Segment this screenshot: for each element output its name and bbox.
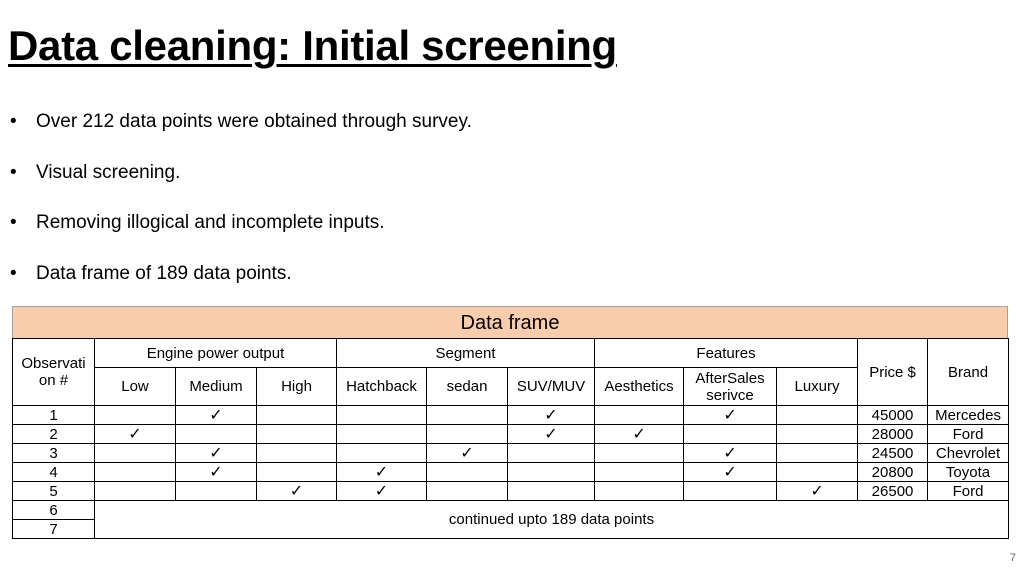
bullet-text: Visual screening.: [36, 161, 181, 183]
cell-suvmuv: [508, 406, 595, 425]
continued-note: continued upto 189 data points: [95, 501, 1009, 539]
header-row-groups: [13, 339, 1009, 368]
bullet-dot: •: [10, 161, 17, 183]
header-brand: Brand: [928, 339, 1009, 406]
check-icon: ✓: [810, 481, 824, 500]
bullet-item: [10, 161, 472, 212]
data-frame-title: Data frame: [12, 306, 1008, 338]
cell-medium: [176, 425, 257, 444]
check-icon: ✓: [374, 481, 389, 500]
bullet-item: [10, 110, 472, 161]
cell-aesthetics: [595, 425, 684, 444]
cell-price: 26500: [858, 482, 928, 501]
bullet-list: [10, 110, 472, 312]
cell-price: 24500: [858, 444, 928, 463]
cell-low: [95, 444, 176, 463]
cell-aesthetics: [595, 482, 684, 501]
cell-luxury: [777, 463, 858, 482]
check-icon: ✓: [209, 405, 223, 424]
subheader-sedan: sedan: [427, 368, 508, 406]
cell-price: 20800: [858, 463, 928, 482]
cell-low: [95, 463, 176, 482]
check-icon: ✓: [374, 462, 389, 481]
slide-title: Data cleaning: Initial screening: [8, 22, 617, 69]
cell-low: [95, 406, 176, 425]
subheader-hatchback: Hatchback: [337, 368, 427, 406]
subheader-low: Low: [95, 368, 176, 406]
cell-hatchback: [337, 406, 427, 425]
subheader-luxury: Luxury: [777, 368, 858, 406]
check-icon: ✓: [460, 443, 474, 462]
cell-sedan: [427, 444, 508, 463]
header-features: Features: [595, 339, 858, 368]
cell-suvmuv: [508, 444, 595, 463]
cell-sedan: [427, 425, 508, 444]
bullet-item: [10, 262, 472, 313]
bullet-dot: •: [10, 212, 17, 233]
cell-aftersales: [684, 444, 777, 463]
cell-observation: 6: [13, 501, 95, 520]
cell-brand: Chevrolet: [928, 444, 1009, 463]
check-icon: ✓: [723, 462, 737, 481]
cell-observation: 7: [13, 520, 95, 539]
cell-luxury: [777, 482, 858, 501]
cell-sedan: [427, 463, 508, 482]
data-frame-body: [13, 406, 1009, 539]
cell-aftersales: [684, 406, 777, 425]
check-icon: ✓: [209, 443, 223, 462]
cell-hatchback: [337, 444, 427, 463]
table-row: [13, 501, 1009, 520]
check-icon: ✓: [128, 424, 142, 443]
cell-high: [257, 406, 337, 425]
cell-suvmuv: [508, 463, 595, 482]
cell-suvmuv: [508, 482, 595, 501]
cell-price: 45000: [858, 406, 928, 425]
cell-high: [257, 444, 337, 463]
check-icon: ✓: [723, 405, 737, 424]
table-row: [13, 482, 1009, 501]
header-price: Price $: [858, 339, 928, 406]
cell-hatchback: [337, 482, 427, 501]
cell-low: [95, 482, 176, 501]
cell-observation: 3: [13, 444, 95, 463]
bullet-text: Data frame of 189 data points.: [36, 262, 292, 284]
cell-medium: [176, 444, 257, 463]
table-row: [13, 463, 1009, 482]
cell-aftersales: [684, 425, 777, 444]
data-frame-table: [12, 338, 1009, 539]
cell-medium: [176, 406, 257, 425]
cell-medium: [176, 482, 257, 501]
header-observation: Observati on #: [13, 339, 95, 406]
cell-luxury: [777, 425, 858, 444]
check-icon: ✓: [289, 481, 304, 500]
cell-observation: 1: [13, 406, 95, 425]
cell-hatchback: [337, 425, 427, 444]
bullet-item: [10, 211, 472, 262]
cell-low: [95, 425, 176, 444]
cell-brand: Toyota: [928, 463, 1009, 482]
cell-aesthetics: [595, 444, 684, 463]
bullet-text: Over 212 data points were obtained through survey.: [36, 111, 472, 132]
table-row: [13, 425, 1009, 444]
cell-brand: Mercedes: [928, 406, 1009, 425]
header-segment: Segment: [337, 339, 595, 368]
bullet-dot: •: [10, 111, 17, 132]
cell-aesthetics: [595, 463, 684, 482]
cell-high: [257, 463, 337, 482]
cell-high: [257, 482, 337, 501]
bullet-text: Removing illogical and incomplete inputs.: [36, 212, 385, 233]
cell-medium: [176, 463, 257, 482]
check-icon: ✓: [544, 424, 558, 443]
cell-suvmuv: [508, 425, 595, 444]
table-row: [13, 444, 1009, 463]
cell-aftersales: [684, 482, 777, 501]
table-row: [13, 406, 1009, 425]
cell-aesthetics: [595, 406, 684, 425]
subheader-high: High: [257, 368, 337, 406]
cell-brand: Ford: [928, 482, 1009, 501]
header-engine-power: Engine power output: [95, 339, 337, 368]
cell-sedan: [427, 406, 508, 425]
cell-luxury: [777, 444, 858, 463]
check-icon: ✓: [544, 405, 558, 424]
check-icon: ✓: [209, 462, 223, 481]
subheader-suvmuv: SUV/MUV: [508, 368, 595, 406]
page-number: 7: [1009, 552, 1016, 564]
cell-price: 28000: [858, 425, 928, 444]
subheader-aftersales: AfterSales serivce: [684, 368, 777, 406]
check-icon: ✓: [632, 424, 646, 443]
subheader-aesthetics: Aesthetics: [595, 368, 684, 406]
cell-high: [257, 425, 337, 444]
data-frame: [12, 306, 1008, 539]
cell-aftersales: [684, 463, 777, 482]
cell-observation: 4: [13, 463, 95, 482]
cell-brand: Ford: [928, 425, 1009, 444]
cell-observation: 2: [13, 425, 95, 444]
cell-luxury: [777, 406, 858, 425]
check-icon: ✓: [723, 443, 737, 462]
cell-sedan: [427, 482, 508, 501]
subheader-medium: Medium: [176, 368, 257, 406]
bullet-dot: •: [10, 262, 17, 284]
cell-observation: 5: [13, 482, 95, 501]
cell-hatchback: [337, 463, 427, 482]
